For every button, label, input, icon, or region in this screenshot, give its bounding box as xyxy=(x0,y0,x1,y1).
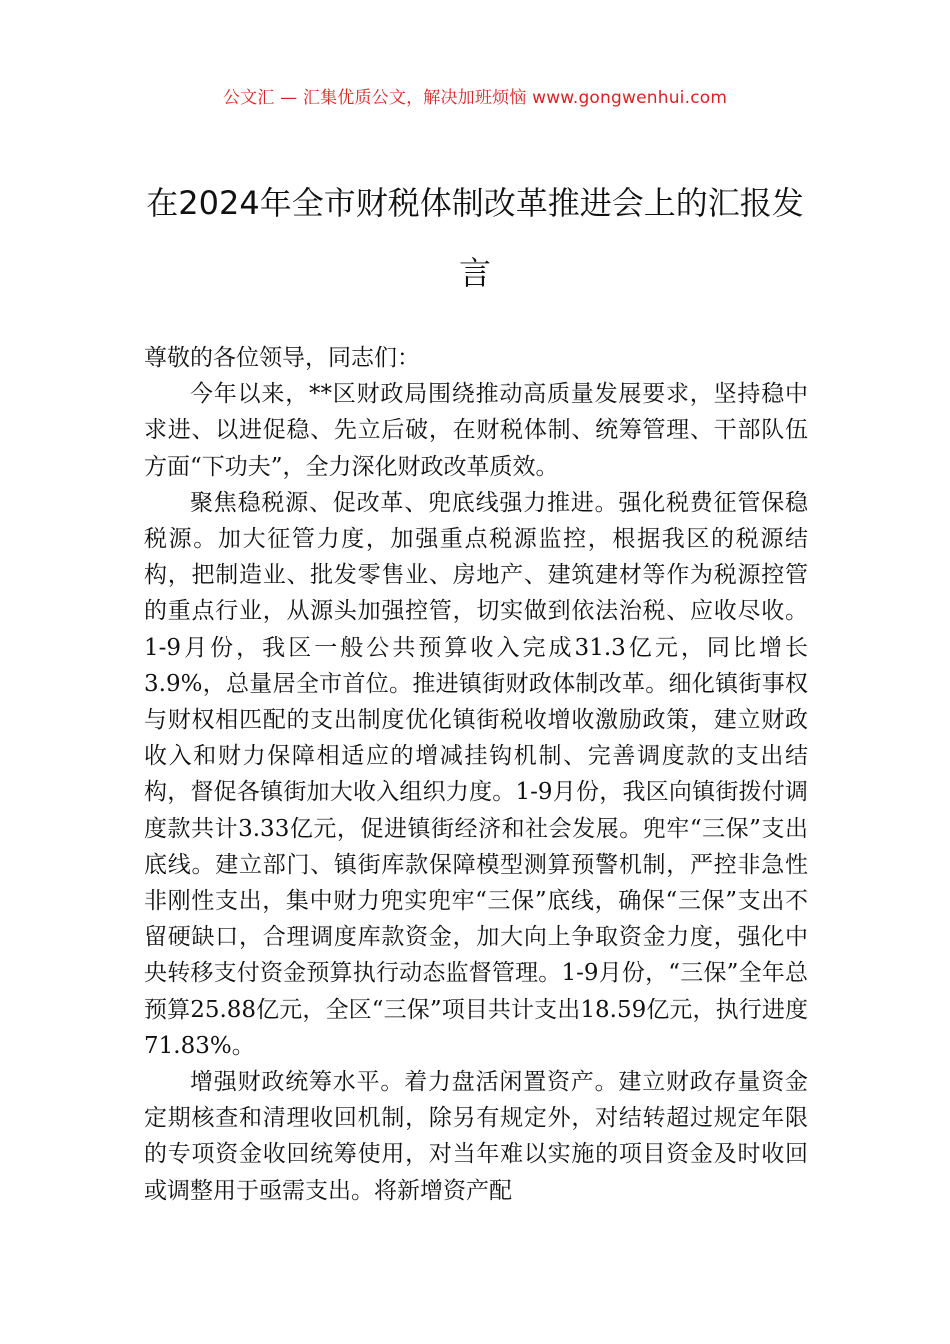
paragraph-fiscal-coordination: 增强财政统筹水平。着力盘活闲置资产。建立财政存量资金定期核查和清理收回机制，除另有规定外，对结转超过规定年限的专项资金收回统筹使用，对当年难以实施的项目资金及时收回或调整用于亟需支出。将新增资产配 xyxy=(144,1069,808,1204)
document-body xyxy=(144,340,808,1209)
salutation: 尊敬的各位领导，同志们： xyxy=(144,345,420,371)
document-title: 在2024年全市财税体制改革推进会上的汇报发言 xyxy=(146,184,804,292)
paragraph-intro: 今年以来，**区财政局围绕推动高质量发展要求，坚持稳中求进、以进促稳、先立后破，在财税体制、统筹管理、干部队伍方面“下功夫”，全力深化财政改革质效。 xyxy=(144,381,808,480)
paragraph-tax-reform: 聚焦稳税源、促改革、兜底线强力推进。强化税费征管保稳税源。加大征管力度，加强重点税源监控，根据我区的税源结构，把制造业、批发零售业、房地产、建筑建材等作为税源控管的重点行业，从源头加强控管，切实做到依法治税、应收尽收。1-9月份，我区一般公共预算收入完成31.3亿元，同比增长3.9%，总量居全市首位。推进镇街财政体制改革。细化镇街事权与财权相匹配的支出制度优化镇街税收增收激励政策，建立财政收入和财力保障相适应的增减挂钩机制、完善调度款的支出结构，督促各镇街加大收入组织力度。1-9月份，我区向镇街拨付调度款共计3.33亿元，促进镇街经济和社会发展。兜牢“三保”支出底线。建立部门、镇街库款保障模型测算预警机制，严控非急性非刚性支出，集中财力兜实兜牢“三保”底线，确保“三保”支出不留硬缺口，合理调度库款资金，加大向上争取资金力度，强化中央转移支付资金预算执行动态监督管理。1-9月份，“三保”全年总预算25.88亿元，全区“三保”项目共计支出18.59亿元，执行进度71.83%。 xyxy=(144,489,808,1059)
site-header-tagline: 公文汇 — 汇集优质公文，解决加班烦恼 www.gongwenhui.com xyxy=(222,88,728,108)
